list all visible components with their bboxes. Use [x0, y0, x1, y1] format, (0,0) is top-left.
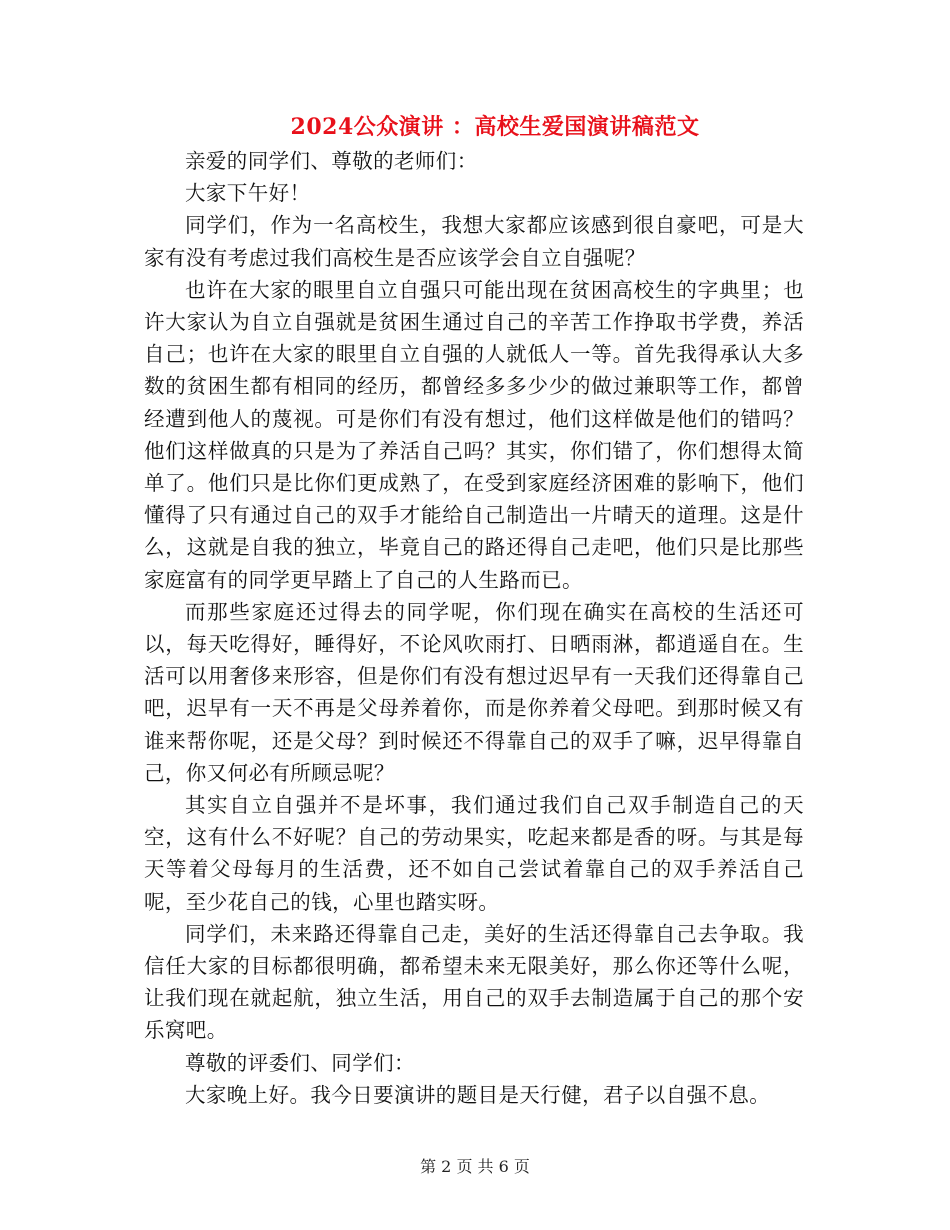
paragraph: 同学们，未来路还得靠自己走，美好的生活还得靠自己去争取。我信任大家的目标都很明确，都希望未来无限美好，那么你还等什么呢，让我们现在就起航，独立生活，用自己的双手去制造属于自己的那个安乐窝吧。 [144, 921, 804, 1043]
paragraph-salutation: 亲爱的同学们、尊敬的老师们： [185, 149, 478, 173]
document-body [144, 145, 804, 1111]
paragraph: 也许在大家的眼里自立自强只可能出现在贫困高校生的字典里；也许大家认为自立自强就是贫困生通过自己的辛苦工作挣取书学费，养活自己；也许在大家的眼里自立自强的人就低人一等。首先我得承认大多数的贫困生都有相同的经历，都曾经多多少少的做过兼职等工作，都曾经遭到他人的蔑视。可是你们有没有想过，他们这样做是他们的错吗？他们这样做真的只是为了养活自己吗？其实，你们错了，你们想得太简单了。他们只是比你们更成熟了，在受到家庭经济困难的影响下，他们懂得了只有通过自己的双手才能给自己制造出一片晴天的道理。这是什么，这就是自我的独立，毕竟自己的路还得自己走吧，他们只是比那些家庭富有的同学更早踏上了自己的人生路而已。 [144, 277, 804, 592]
paragraph: 而那些家庭还过得去的同学呢，你们现在确实在高校的生活还可以，每天吃得好，睡得好，不论风吹雨打、日晒雨淋，都逍遥自在。生活可以用奢侈来形容，但是你们有没有想过迟早有一天我们还得靠自己吧，迟早有一天不再是父母养着你，而是你养着父母吧。到那时候又有谁来帮你呢，还是父母？到时候还不得靠自己的双手了嘛，迟早得靠自己，你又何必有所顾忌呢？ [144, 599, 804, 785]
paragraph-greeting: 大家下午好！ [185, 181, 311, 206]
paragraph: 其实自立自强并不是坏事，我们通过我们自己双手制造自己的天空，这有什么不好呢？自己的劳动果实，吃起来都是香的呀。与其是每天等着父母每月的生活费，还不如自己尝试着靠自己的双手养活自己呢，至少花自己的钱，心里也踏实呀。 [144, 793, 804, 914]
document-title: 2024公众演讲 ：高校生爱国演讲稿范文 [290, 114, 700, 140]
paragraph-salutation: 尊敬的评委们、同学们： [185, 1050, 415, 1075]
paragraph: 同学们，作为一名高校生，我想大家都应该感到很自豪吧，可是大家有没有考虑过我们高校生是否应该学会自立自强呢？ [144, 213, 804, 270]
page-number-footer: 第 2 页 共 6 页 [420, 1157, 530, 1176]
paragraph: 大家晚上好。我今日要演讲的题目是天行健，君子以自强不息。 [185, 1082, 771, 1107]
